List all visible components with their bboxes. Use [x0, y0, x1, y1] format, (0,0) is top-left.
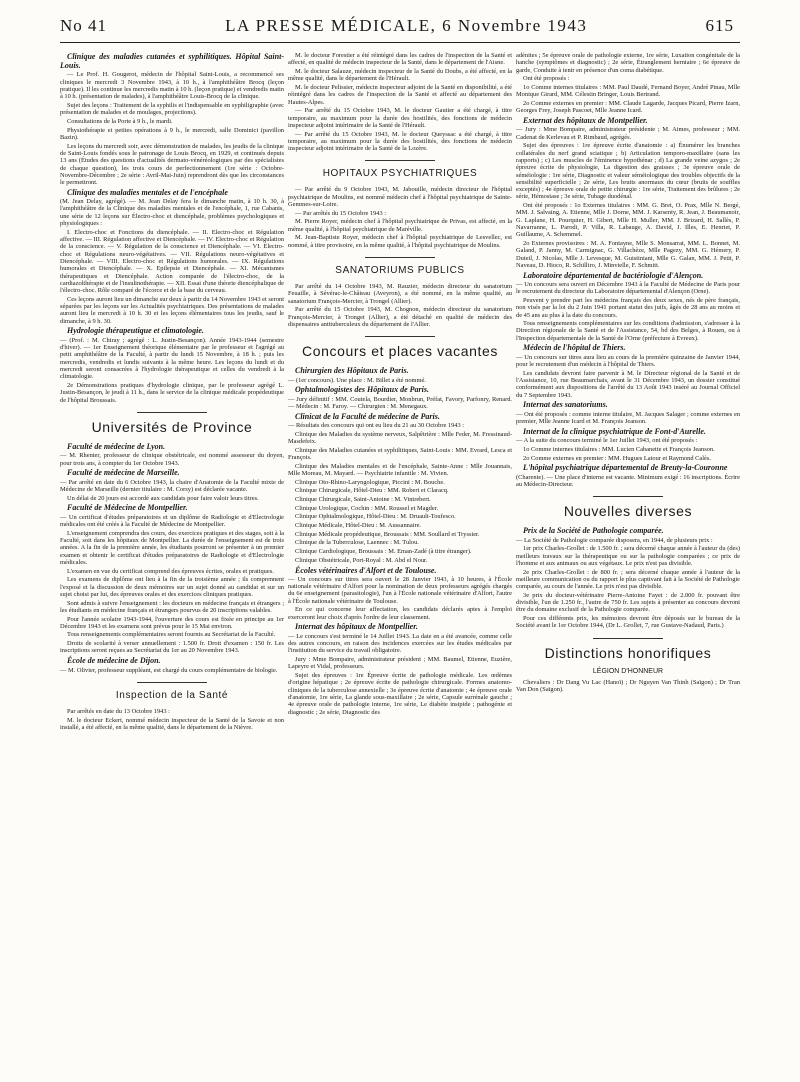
paragraph: Par arrêté du 15 Octobre 1943, M. Chognon, médecin directeur du sanatorium François-Mercier, à Tronget (Allier), a été détaché en qualité de médecin des dispensaires antituberculeux du département de l'Allier. — [288, 306, 512, 328]
heading: École de médecine de Dijon. — [67, 656, 161, 666]
heading: Hydrologie thérapeutique et climatologie. — [67, 326, 204, 336]
heading: Laboratoire départemental de bactériologie d'Alençon. — [523, 270, 704, 280]
heading: Internat des sanatoriums. — [523, 400, 608, 410]
heading: L'hôpital psychiatrique départemental de Breuty-la-Couronne — [523, 463, 728, 473]
paragraph: M. le docteur Salauze, médecin inspecteur de la Santé du Doubs, a été affecté, en la même qualité, dans le département de l'Hérault. — [288, 67, 512, 83]
column-1 — [60, 52, 284, 1077]
heading: Médecin de l'hôpital de Thiers. — [523, 343, 626, 353]
paragraph: Pour l'année scolaire 1943-1944, l'ouverture des cours est fixée en principe au 1er Décembre 1943 et les examens sont prévus pour le 15 Mai environ. — [60, 615, 284, 630]
heading: Ophtalmologistes des Hôpitaux de Paris. — [295, 385, 430, 395]
heading: Externat des hôpitaux de Montpellier. — [523, 115, 648, 125]
section-title: Concours et places vacantes — [288, 336, 512, 360]
paragraph: — Par arrêtés du 15 Octobre 1943 : — [295, 209, 387, 217]
paragraph: 1o Comme internes titulaires : MM. Paul Daudé, Fernand Boyer, André Pinau, Mlle Monique Girard, MM. Célestin Bringer, Louis Bertrand. — [516, 83, 740, 99]
paragraph: — La Société de Pathologie comparée disposera, en 1944, de plusieurs prix : — [516, 536, 713, 544]
heading: Prix de la Société de Pathologie comparée. — [523, 526, 664, 536]
paragraph: Tous renseignements complémentaires seront fournis au Secrétariat de la Faculté. — [67, 631, 276, 639]
paragraph: (Charente). — Une place d'interne est vacante. Minimum exigé : 16 inscriptions. Écrire au Médecin-Directeur. — [516, 473, 740, 488]
paragraph: Clinique des Maladies du système nerveux, Salpêtrière : Mlle Feder, M. Fressinaud-Masdefeix. — [288, 430, 512, 445]
paragraph: 1o Comme internes titulaires : MM. Lucien Cabanette et François Jeanson. — [523, 445, 715, 453]
paragraph: — Un concours sur titres sera ouvert le 28 Janvier 1943, à 10 heures, à l'École nationale vétérinaire d'Alfort pour la nomination de deux professeurs agrégés chargés du 6e enseignement (parasitologie), l'un à l'École nationale vétérinaire d'Alfort, l'autre à l'École nationale vétérinaire de Toulouse. — [288, 575, 512, 605]
paragraph: 2o Comme externes en premier : MM. Claude Lagarde, Jacques Picard, Pierre Izarn, Georges Frey, Joseph Pascoet, Mlle Jeanne Icard. — [516, 99, 740, 115]
paragraph: I. Electro-choc et Fonctions du diencéphale. — II. Electro-choc et Régulation affective. — III. Régulation affective et Diencéphale. — IV. Electro-choc et Régulation de la conscience. — V. Régulation de la conscience et Diencéphale. — VI. Electro-choc et Régulations neuro-végétatives. — VII. Régulations neuro-végétatives et Diencéphale. — VIII. Electro-choc et Régulations humorales. — IX. Régulations humorales et Diencéphale. — X. Epilepsie et Diencéphale. — XI. Mécanismes thérapeutiques et Diencéphale. Action comparée de l'électro-choc, de la cardiazolthérapie et de l'insulinothérapie. — XII. Essai d'une théorie diencéphalique de l'électro-choc. Rôle comparé de l'écorce et de la base du cerveau. — [60, 228, 284, 295]
paragraph: — Par arrêté du 9 Octobre 1943, M. Jabouille, médecin directeur de l'hôpital psychiatrique de Moulins, est nommé médecin chef à l'hôpital psychiatrique de Sainte-Gemmes-sur-Loire. — [288, 186, 512, 209]
paragraph: — Jury définitif : MM. Coutela, Bourdier, Monbrun, Préfat, Favory, Parfonry, Renard. — Médecin : M. Faroy. — Chirurgien : M. Menegaux. — [288, 395, 512, 410]
paragraph: Clinique Chirurgicale, Hôtel-Dieu : MM. Robert et Claracq. — [295, 487, 449, 495]
paragraph: Chevaliers : Dr Dang Vu Lac (Hanoï) ; Dr Nguyen Van Thinh (Saïgon) ; Dr Tran Van Don (Saïgon). — [516, 679, 740, 694]
paragraph: Ont été proposés : 1o Externes titulaires : MM. G. Bret, O. Prax, Mlle N. Bergé, MM. J. Salvaing, A. Etienne, Mlle J. Dorne, MM. J. Karsenty, R. Jean, J. Beaumanoir, G. Laplane, H. Pourquier, H. Gibert, Mlle H. Muller, MM. J. Brizard, H. Sallès, P. Navarranne, L. Parodi, P. Villa, R. Labauge, A. David, J. Illes, E. Henriet, P. Guillaume, A. Schemmel. — [516, 202, 740, 239]
paragraph: L'examen en vue du certificat comprend des épreuves écrites, orales et pratiques. — [67, 567, 274, 575]
subsection-title: LÉGION D'HONNEUR — [592, 667, 664, 675]
heading: Écoles vétérinaires d'Alfort et de Toulouse. — [295, 565, 437, 575]
paragraph: M. Pierre Royer, médecin chef à l'hôpital psychiatrique de Privas, est affecté, en la même qualité, à l'hôpital psychiatrique de Maréville. — [288, 218, 512, 233]
issue-number: No 41 — [60, 16, 108, 35]
paragraph: Clinique Cardiologique, Broussais : M. Eman-Zadé (à titre étranger). — [295, 548, 472, 556]
paragraph: — Le concours s'est terminé le 14 Juillet 1943. La date en a été avancée, comme celle des autres concours, en raison des incidences exercées sur les études médicales par l'institution du service du travail obligatoire. — [288, 632, 512, 655]
paragraph: — Ont été proposés : comme interne titulaire, M. Jacques Salager ; comme externes en premier, Mlle Jeanne Icard et M. François Jeanson. — [516, 410, 740, 426]
heading: Internat de la clinique psychiatrique de Font-d'Aurelle. — [523, 426, 706, 436]
paragraph: — Le Prof. H. Gougerot, médecin de l'hôpital Saint-Louis, a recommencé ses cliniques le mercredi 3 Novembre 1943, à 10 h., à l'amphithéâtre Brocq (leçon pratique). Il les continue les mercredis matin à 10 h. (leçon pratique) et vendredis matin à 10 h. (présentation de malades), à l'amphithéâtre Louis-Brocq de la clinique. — [60, 71, 284, 101]
paragraph: Clinique Urologique, Cochin : MM. Roussel et Magder. — [295, 504, 439, 512]
paragraph: 2o Externes provisoires : M. A. Fontayne, Mlle S. Monsarrat, MM. L. Bonnet, M. Galand, P. Janny, M. Carmignac, G. Villachèze, Mlle Pagezy, MM. G. Hémery, P. Duteil, J. Nicolas, Mlle J. Levesque, M. Guistiniani, Mlle G. Galan, MM. J. Petit, P. Naveau, D. Hioco, R. Schilliro, J. Minvielle, F. Schmitt. — [516, 239, 740, 269]
paragraph: Clinique des Maladies mentales et de l'encéphale, Sainte-Anne : Mlle Jouannais, Mlle Moreau, M. Mayard. — Psychiatrie infantile : M. Vivien. — [288, 462, 512, 477]
header-rule — [60, 42, 740, 43]
paragraph: Clinique Médicale propédeutique, Broussais : MM. Soullard et Tryssier. — [295, 530, 480, 538]
paragraph: Consultations de la Porte à 9 h., le mardi. — [67, 117, 173, 125]
page-number: 615 — [705, 16, 734, 35]
paragraph: Droits de scolarité à verser annuellement : 1.500 fr. Droit d'examen : 150 fr. Les inscriptions seront reçues au Secrétariat du 1er au 20 Novembre 1943. — [60, 640, 284, 655]
paragraph: 2o Comme externes en premier : MM. Hugues Latour et Raymond Calès. — [523, 454, 711, 462]
paragraph: Les examens de diplôme ont lieu à la fin de la troisième année ; ils comprennent l'exposé et la discussion de deux mémoires sur un sujet donné au candidat et sur un sujet choisi par lui, des épreuves orales et des exercices cliniques pratiques. — [60, 576, 284, 598]
section-title: HOPITAUX PSYCHIATRIQUES — [288, 160, 512, 180]
paragraph: 1er prix Charles-Grollet : de 1.500 fr. ; sera décerné chaque année à l'auteur du (des) meilleurs travaux sur la thérapeutique ou sur la pathologie comparées ; ce prix de l'homme et aux animaux ou aux végétaux. Le prix n'est pas divisible. — [516, 545, 740, 567]
page-header — [60, 16, 734, 38]
divider — [365, 160, 435, 161]
paragraph: — (Prof. : M. Chiray ; agrégé : L. Justin-Besançon). Année 1943-1944 (semestre d'hiver). — 1er Enseignement théorique élémentaire par le professeur et l'agrégé au petit amphithéâtre de la Faculté, à partir du lundi 15 Novembre, à 18 h. ; puis les mercredis, vendredis et lundis suivants à la même heure. Les leçons du lundi et du mercredi seront consacrées à l'hydrologie thérapeutique et celles du vendredi à la climatologie. — [60, 336, 284, 381]
paragraph: — Un concours sur titres aura lieu au cours de la première quinzaine de Janvier 1944, pour le recrutement d'un médecin à l'hôpital de Thiers. — [516, 353, 740, 369]
publication-title: LA PRESSE MÉDICALE, 6 Novembre 1943 — [225, 16, 588, 35]
paragraph: — M. Rhenter, professeur de clinique obstétricale, est nommé assesseur du doyen, pour trois ans, à compter du 1er Octobre 1943. — [60, 452, 284, 467]
paragraph: Physiothérapie et petites opérations à 9 h., le mercredi, salle Dominici (pavillon Bazin). — [60, 126, 284, 141]
paragraph: — Résultats des concours qui ont eu lieu du 21 au 30 Octobre 1943 : — [288, 421, 465, 429]
paragraph: adénites ; 5e épreuve orale de pathologie externe, 1re série, Luxation congénitale de la hanche (symptômes et diagnostic) ; 2e série, Étranglement herniaire ; 6e épreuve de garde, Conduite à tenir en présence d'un coma diabétique. — [516, 52, 740, 74]
paragraph: (M. Jean Delay, agrégé). — M. Jean Delay fera le dimanche matin, à 10 h. 30, à l'amphithéâtre de la Clinique des maladies mentales et de l'encéphale, 1, rue Cabanis, une série de 12 leçons sur Électro-choc et diencéphale, problèmes psychologiques et physiologiques : — [60, 198, 284, 228]
section-title: SANATORIUMS PUBLICS — [288, 257, 512, 277]
paragraph: — Par arrêté du 15 Octobre 1943, M. le docteur Queyssac a été chargé, à titre temporaire, au maximum pour la durée des hostilités, des fonctions de médecin inspecteur adjoint intérimaire de la Santé de la Lozère. — [288, 130, 512, 153]
heading: Faculté de médecine de Lyon. — [67, 441, 166, 451]
paragraph: M. le docteur Forestier a été réintégré dans les cadres de l'inspection de la Santé et affecté, en qualité de médecin inspecteur de la Santé, dans le département de l'Aisne. — [288, 52, 512, 67]
paragraph: Les candidats devront faire parvenir à M. le Directeur régional de la Santé et de l'Assistance, 10, rue Beaumarchais, avant le 31 Décembre 1943, un dossier constitué conformément aux dispositions de l'arrêté du 13 Août 1943 inséré au Journal Officiel du 7 Septembre 1943. — [516, 369, 740, 399]
paragraph: — Un concours sera ouvert en Décembre 1943 à la Faculté de Médecine de Paris pour le recrutement du directeur du Laboratoire départemental d'Alençon (Orne). — [516, 280, 740, 296]
paragraph: Clinique de la Tuberculose, Laennec : M. Tulou. — [295, 539, 419, 547]
section-title: Distinctions honorifiques — [516, 638, 740, 662]
divider — [365, 336, 435, 337]
paragraph: Pour ces différents prix, les mémoires devront être déposés sur le bureau de la Société avant le 1er Octobre 1944, (Dr L. Grollet, 7, rue Gustave-Nadaud, Paris.) — [516, 615, 740, 630]
paragraph: Sujet des épreuves : 1re Épreuve écrite de pathologie médicale. Les œdèmes d'origine hépatique ; 2e épreuve écrite de pathologie chirurgicale. Formes anatomo-cliniques de la tuberculose annexielle ; 3e épreuve écrite d'anatomie ; 4e épreuve orale d'anatomie, 1re série, La glande sous-maxillaire ; 2e série, Capsule surrénale gauche ; 4e épreuve orale de pathologie interne, 1re série, Le diabète insipide ; pathogénie et diagnostic ; 2e série, Diagnostic des — [288, 672, 512, 716]
paragraph: — Jury : Mme Bompaire, administrateur présidente ; M. Aimes, professeur ; MM. Cadenat de Kerlevau et P. Rimbaud, agrégés. — [516, 126, 740, 141]
section-title: Nouvelles diverses — [516, 496, 740, 520]
paragraph: — Par arrêté du 15 Octobre 1943, M. le docteur Gautier a été chargé, à titre temporaire, au maximum pour la durée des hostilités, des fonctions de médecin inspecteur adjoint intérimaire de la Santé de l'Hérault. — [288, 107, 512, 129]
paragraph: Clinique Ophtalmologique, Hôtel-Dieu : M. Druault-Toufesco. — [295, 513, 456, 521]
section-title: Universités de Province — [60, 412, 284, 436]
divider — [593, 496, 663, 497]
paragraph: Par arrêtés en date du 13 Octobre 1943 : — [67, 707, 170, 715]
paragraph: 2e prix Charles-Grollet : de 800 fr. ; sera décerné chaque année à l'auteur de la meilleure communication ou du rapport le plus captivant fait à la Société de Pathologie comparée, au cours de l'année. Le prix n'est pas divisible. — [516, 568, 740, 591]
paragraph: — Un certificat d'études préparatoires et un diplôme de Radiologie et d'Electrologie médicales ont été créés à la Faculté de Médecine de Montpellier. — [60, 513, 284, 528]
paragraph: Clinique Médicale, Hôtel-Dieu : M. Aussannaire. — [295, 522, 422, 530]
heading: Clinicat de la Faculté de médecine de Paris. — [295, 411, 440, 421]
paragraph: Ces leçons auront lieu un dimanche sur deux à partir du 14 Novembre 1943 et seront séparées par les leçons sur les Actualités psychiatriques. Des présentations de malades auront lieu le mercredi à 10 h. 30 et les leçons élémentaires tous les jeudis, sauf le dimanche, à 9 h. 30. — [60, 295, 284, 325]
paragraph: Un délai de 20 jours est accordé aux candidats pour faire valoir leurs titres. — [67, 494, 259, 502]
paragraph: — M. Olivier, professeur suppléant, est chargé du cours complémentaire de biologie. — [60, 666, 278, 674]
column-3 — [516, 52, 740, 1077]
divider — [593, 638, 663, 639]
paragraph: Jury : Mme Bompaire, administrateur président ; MM. Baumel, Etienne, Euzière, Lapeyre et Vidal, professeurs. — [288, 656, 512, 671]
column-2 — [288, 52, 512, 1077]
paragraph: Sujet des leçons : Traitement de la syphilis et l'indispensable en syphiligraphie (avec présentation de malades et de moulages, projections). — [60, 101, 284, 117]
paragraph: Par arrêté du 14 Octobre 1943, M. Rauzier, médecin directeur du sanatorium Feuaille, à Sévérac-le-Château (Aveyron), a été nommé, en la même qualité, au sanatorium François-Mercier, à Trongel (Allier). — [288, 282, 512, 305]
heading: Clinique des maladies mentales et de l'encéphale — [67, 187, 228, 197]
paragraph: 3e prix du docteur-vétérinaire Pierre-Antoine Fayet : de 2.000 fr. pouvant être divisible, l'un de 1.250 fr., l'autre de 750 fr. Les sujets à présenter au concours devront être du domaine exclusif de la Pathologie comparée. — [516, 591, 740, 614]
paragraph: — (1er concours). Une place : M. Billet a été nommé. — [288, 376, 426, 384]
heading: Chirurgien des Hôpitaux de Paris. — [295, 366, 409, 376]
paragraph: — A la suite du concours terminé le 1er Juillet 1943, ont été proposés : — [516, 437, 698, 445]
heading: Clinique des maladies cutanées et syphilitiques. Hôpital Saint-Louis. — [60, 52, 284, 70]
paragraph: Clinique Oto-Rhino-Laryngologique, Piccini : M. Bouche. — [295, 478, 445, 486]
paragraph: 2e Démonstrations pratiques d'hydrologie clinique, par le professeur agrégé L. Justin-Besançon, le jeudi à 11 h., dans le service de la clinique médicale propédeutique de l'hôpital Broussais. — [60, 381, 284, 404]
paragraph: — Par arrêté en date du 6 Octobre 1943, la chaire d'Anatomie de la Faculté mixte de Médecine de Marseille (dernier titulaire : M. Corsy) est déclarée vacante. — [60, 478, 284, 493]
heading: Internat des hôpitaux de Montpellier. — [295, 622, 418, 632]
paragraph: Les leçons du mercredi soir, avec démonstration de malades, les jeudis de la clinique de Saint-Louis fondés sous le patronage de Louis Brocq, en 1929, et continués depuis 13 ans (Études des questions d'actualités dermato-vénéréologiques par des spécialistes de chaque question), les trois cours de perfectionnement (1re série : Octobre-Novembre-Décembre ; 2e série : Avril-Mai-Juin) reprendront dès que les circonstances le permettront. — [60, 142, 284, 187]
paragraph: L'enseignement comprendra des cours, des exercices pratiques et des stages, soit à la Faculté, soit dans les hôpitaux de Montpellier. La durée de l'enseignement est de trois années. A la fin de la première année, les étudiants pourront se présenter à un premier examen et obtenir le certificat d'études préparatoires de Radiologie et d'Electrologie médicales. — [60, 529, 284, 566]
divider — [137, 682, 207, 683]
heading: Faculté de médecine de Marseille. — [67, 468, 180, 478]
divider — [365, 257, 435, 258]
paragraph: Clinique Obstétricale, Port-Royal : M. Abd el Nour. — [295, 556, 428, 564]
paragraph: Clinique des Maladies cutanées et syphilitiques, Saint-Louis : MM. Evrard, Lesca et François. — [288, 446, 512, 461]
paragraph: Sujet des épreuves : 1re épreuve écrite d'anatomie : a) Énumérer les branches collatérales du nerf grand sciatique ; b) Articulation temporo-maxillaire (sans les rapports) ; c) Les muscles de l'éminence hypothénar ; d) La grande veine azygos ; 2e épreuve écrite de physiologie, La digestion des graisses ; 3e épreuve orale de séméiologie : 1re série, Diagnostic et valeur séméiologique des troubles objectifs de la sensibilité superficielle ; 2e série, Les bruits anormaux du cœur (bruits de souffles exceptés) ; 4e épreuve orale de petite chirurgie : 1re série, Traitement des brûlures ; 2e série, Hémostase ; 3e série, Tubage duodénal. — [516, 142, 740, 201]
paragraph: M. le docteur Pelissier, médecin inspecteur adjoint de la Santé en disponibilité, a été réintégré dans les cadres de l'inspection de la Santé et affecté au département des Hautes-Alpes. — [288, 83, 512, 106]
heading: Faculté de Médecine de Montpellier. — [67, 503, 188, 513]
paragraph: Clinique Chirurgicale, Saint-Antoine : M. Vintrebert. — [295, 496, 431, 503]
paragraph: Sont admis à suivre l'enseignement : les docteurs en médecine français et étrangers ; les étudiants en médecine français et étrangers pourvus de 20 inscriptions valables. — [60, 599, 284, 614]
paragraph: M. Jean-Baptiste Royer, médecin chef à l'hôpital psychiatrique de Lesvellec, est nommé, à titre provisoire, en la même qualité, à l'hôpital psychiatrique de Moulins. — [288, 234, 512, 249]
paragraph: Peuvent y prendre part les médecins français des deux sexes, nés de père français, non visés par la loi du 2 Juin 1941 portant statut des juifs, âgés de 28 ans au moins et de 45 ans au plus à la date du concours. — [516, 296, 740, 319]
paragraph: Tous renseignements complémentaires sur les conditions d'admission, s'adresser à la Direction régionale de la Santé et de l'Assistance, 54, bd des Belges, à Rouen, ou à l'Inspection départementale de la Santé de l'Orne (préfecture à Evreux). — [516, 320, 740, 342]
divider — [137, 412, 207, 413]
paragraph: En ce qui concerne leur affectation, les candidats déclarés aptes à l'emploi exerceront leur choix d'après l'ordre de leur classement. — [288, 606, 512, 621]
section-title: Inspection de la Santé — [60, 682, 284, 702]
paragraph: M. le docteur Eckert, nommé médecin inspecteur de la Santé de la Savoie et non installé, a été affecté, en la même qualité, dans le département de la Nièvre. — [60, 716, 284, 731]
paragraph: Ont été proposés : — [523, 75, 570, 83]
